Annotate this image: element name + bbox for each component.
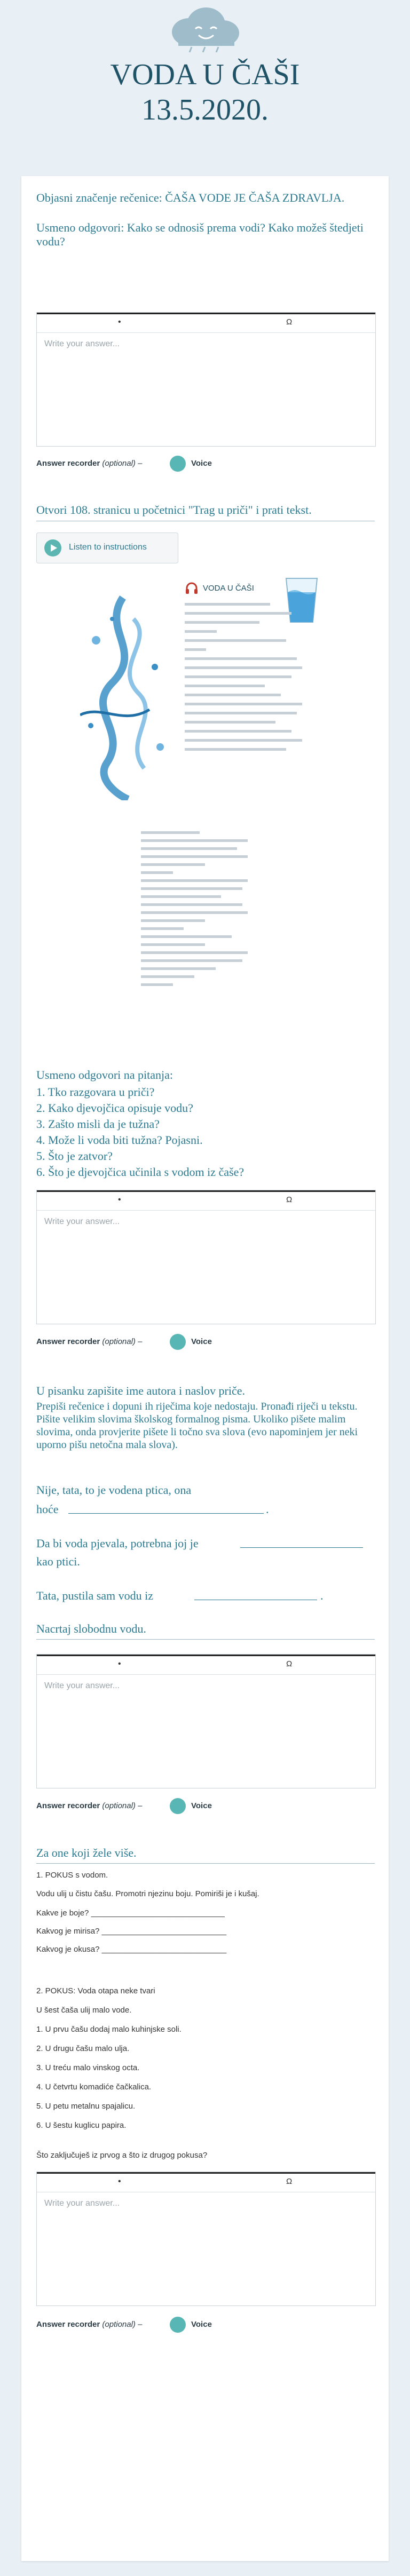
voice-record-button[interactable] <box>170 1334 186 1350</box>
section3-heading: Usmeno odgovori na pitanja: <box>36 1068 174 1082</box>
fill-sentence-2b: kao ptici. <box>36 1555 80 1568</box>
voice-label: Voice <box>191 1337 212 1346</box>
cloud-icon <box>168 4 242 52</box>
answer-recorder-4 <box>36 2317 375 2333</box>
bullet-list-button[interactable]: • <box>118 1659 121 1668</box>
page-title: VODA U ČAŠI <box>110 58 300 91</box>
listen-label: Listen to instructions <box>69 543 147 552</box>
play-icon <box>44 539 61 556</box>
voice-record-button[interactable] <box>170 2317 186 2333</box>
draw-task-title: Nacrtaj slobodnu vodu. <box>36 1622 146 1635</box>
section1-sub: Usmeno odgovori: Kako se odnosiš prema vodi? Kako možeš štedjeti vodu? <box>36 221 364 248</box>
experiment2-intro: U šest čaša ulij malo vode. <box>36 2006 132 2015</box>
question-3: 3. Zašto misli da je tužna? <box>36 1117 160 1131</box>
omega-symbol-button[interactable]: Ω <box>286 2177 293 2186</box>
question-6: 6. Što je djevojčica učinila s vodom iz čaše? <box>36 1165 245 1179</box>
page-header <box>0 0 410 176</box>
fill-sentence-1b: hoće <box>36 1502 59 1516</box>
question-smell: Kakvog je mirisa? ____________________________ <box>36 1927 227 1936</box>
voice-label: Voice <box>191 1801 212 1810</box>
book-text-block-1 <box>185 603 308 757</box>
answer-editor-1[interactable] <box>36 312 376 447</box>
bullet-list-button[interactable]: • <box>118 2177 121 2186</box>
answer-placeholder: Write your answer... <box>44 2199 120 2208</box>
experiment1-title: 1. POKUS s vodom. <box>36 1871 108 1880</box>
bullet-list-button[interactable]: • <box>118 1195 121 1204</box>
section5-title: Za one koji žele više. <box>36 1846 137 1859</box>
experiment2-step-6: 6. U šestu kuglicu papira. <box>36 2121 127 2130</box>
recorder-label: Answer recorder (optional) – <box>36 1337 143 1346</box>
answer-recorder-3 <box>36 1798 375 1814</box>
question-taste: Kakvog je okusa? ____________________________ <box>36 1945 227 1954</box>
answer-placeholder: Write your answer... <box>44 1681 120 1690</box>
question-color: Kakve je boje? ______________________________ <box>36 1909 225 1918</box>
fill-sentence-3a: Tata, pustila sam vodu iz <box>36 1589 154 1602</box>
experiment2-step-2: 2. U drugu čašu malo ulja. <box>36 2044 130 2053</box>
voice-label: Voice <box>191 2320 212 2329</box>
experiment2-step-4: 4. U četvrtu komadiće čačkalica. <box>36 2082 152 2092</box>
voice-record-button[interactable] <box>170 1798 186 1814</box>
draw-task-underline <box>36 1639 375 1640</box>
book-page-title: VODA U ČAŠI <box>203 584 254 593</box>
voice-record-button[interactable] <box>170 456 186 472</box>
omega-symbol-button[interactable]: Ω <box>286 1659 293 1668</box>
omega-symbol-button[interactable]: Ω <box>286 1195 293 1204</box>
editor-toolbar <box>37 1190 375 1211</box>
headphones-icon <box>185 582 199 595</box>
voice-label: Voice <box>191 459 212 468</box>
water-splash-illustration <box>80 587 171 800</box>
answer-recorder-2 <box>36 1334 375 1350</box>
recorder-label: Answer recorder (optional) – <box>36 1801 143 1810</box>
answer-placeholder: Write your answer... <box>44 339 120 348</box>
section2-title: Otvori 108. stranicu u početnici "Trag u priči" i prati tekst. <box>36 503 312 516</box>
section5-underline <box>36 1863 375 1864</box>
experiment2-step-5: 5. U petu metalnu spajalicu. <box>36 2102 136 2111</box>
section4-intro: U pisanku zapišite ime autora i naslov priče. <box>36 1384 245 1397</box>
editor-toolbar <box>37 1655 375 1675</box>
content-card: Objasni značenje rečenice: ČAŠA VODE JE ČAŠA ZDRAVLJA. Usmeno odgovori: Kako se odnosiš prema vodi? Kako možeš štedjeti vodu? • Ω Write your answer... Answer recorder (optional) – Voice Otvori 108. stranicu u početnici "Trag u priči" i prati tekst. Listen to instructions VODA U ČAŠI Usmeno odgovori na pitanja: 1. Tko razgovara u priči? 2. Kako djevojčica opisuje vodu? 3. Zašto misli da je tužna? 4. Može li voda biti tužna? Pojasni. 5. Što je zatvor? 6. Što je djevojčica učinila s vodom iz čaše? • Ω Write your answer... Answer recorder (optional) – Voice U pisanku zapišite ime autora i naslov priče. Prepiši rečenice i dopuni ih riječima koje nedostaju. Pronađi riječi u tekstu. Pišite velikim slovima školskog formalnog pisma. Ukoliko pišete malim slovima, onda provjerite pišete li točno sva slova (evo napominjem jer neki uporno pišu netočna mala slova). Nije, tata, to je vodena ptica, ona hoće . Da bi voda pjevala, potrebna joj je kao ptici. Tata, pustila sam vodu iz . Nacrtaj slobodnu vodu. • Ω Write your answer... Answer recorder (optional) – Voice Za one koji žele više. 1. POKUS s vodom. Vodu ulij u čistu čašu. Promotri njezinu boju. Pomiriši je i kušaj. Kakve je boje? ______________________________ Kakvog je mirisa? ____________________________ Kakvog je okusa? ____________________________ 2. POKUS: Voda otapa neke tvari U šest čaša ulij malo vode. 1. U prvu čašu dodaj malo kuhinjske soli. 2. U drugu čašu malo ulja. 3. U treću malo vinskog octa. 4. U četvrtu komadiće čačkalica. 5. U petu metalnu spajalicu. 6. U šestu kuglicu papira. Što zaključuješ iz prvog a što iz drugog pokusa? • Ω Write your answer... Answer recorder (optional) – Voice <box>21 176 389 2561</box>
answer-placeholder: Write your answer... <box>44 1217 120 1226</box>
answer-editor-3[interactable] <box>36 1654 376 1788</box>
fill-sentence-2a: Da bi voda pjevala, potrebna joj je <box>36 1537 199 1550</box>
question-4: 4. Može li voda biti tužna? Pojasni. <box>36 1133 203 1147</box>
textbook-page-1 <box>80 571 326 806</box>
recorder-label: Answer recorder (optional) – <box>36 459 143 468</box>
section1-question: Objasni značenje rečenice: ČAŠA VODE JE ČAŠA ZDRAVLJA. <box>36 191 345 204</box>
fill-blank-1[interactable] <box>68 1513 264 1514</box>
textbook-page-2 <box>133 822 262 1030</box>
editor-toolbar <box>37 2172 375 2192</box>
section4-instruction: Prepiši rečenice i dopuni ih riječima koje nedostaju. Pronađi riječi u tekstu. Pišite velikim slovima školskog formalnog pisma. Ukoliko pišete malim slovima, onda provjerite pišete li točno sva slova (evo napominjem jer neki uporno pišu netočna mala slova). <box>36 1401 358 1451</box>
experiment2-step-3: 3. U treću malo vinskog octa. <box>36 2063 140 2072</box>
page-date: 13.5.2020. <box>141 93 269 126</box>
experiment2-step-1: 1. U prvu čašu dodaj malo kuhinjske soli. <box>36 2025 182 2034</box>
answer-editor-2[interactable] <box>36 1190 376 1324</box>
answer-recorder-1 <box>36 456 375 472</box>
recorder-label: Answer recorder (optional) – <box>36 2320 143 2329</box>
question-5: 5. Što je zatvor? <box>36 1149 113 1163</box>
listen-instructions-button[interactable] <box>36 532 178 563</box>
question-2: 2. Kako djevojčica opisuje vodu? <box>36 1101 193 1115</box>
answer-editor-4[interactable] <box>36 2172 376 2306</box>
omega-symbol-button[interactable]: Ω <box>286 317 293 327</box>
book-text-block-2 <box>141 831 253 991</box>
fill-sentence-1a: Nije, tata, to je vodena ptica, ona <box>36 1483 192 1497</box>
experiment1-text: Vodu ulij u čistu čašu. Promotri njezinu boju. Pomiriši je i kušaj. <box>36 1889 259 1898</box>
question-1: 1. Tko razgovara u priči? <box>36 1085 155 1099</box>
bullet-list-button[interactable]: • <box>118 317 121 327</box>
conclusion-question: Što zaključuješ iz prvog a što iz drugog pokusa? <box>36 2151 208 2160</box>
experiment2-title: 2. POKUS: Voda otapa neke tvari <box>36 1986 155 1995</box>
editor-toolbar <box>37 313 375 333</box>
fill-blank-2[interactable] <box>240 1547 363 1548</box>
